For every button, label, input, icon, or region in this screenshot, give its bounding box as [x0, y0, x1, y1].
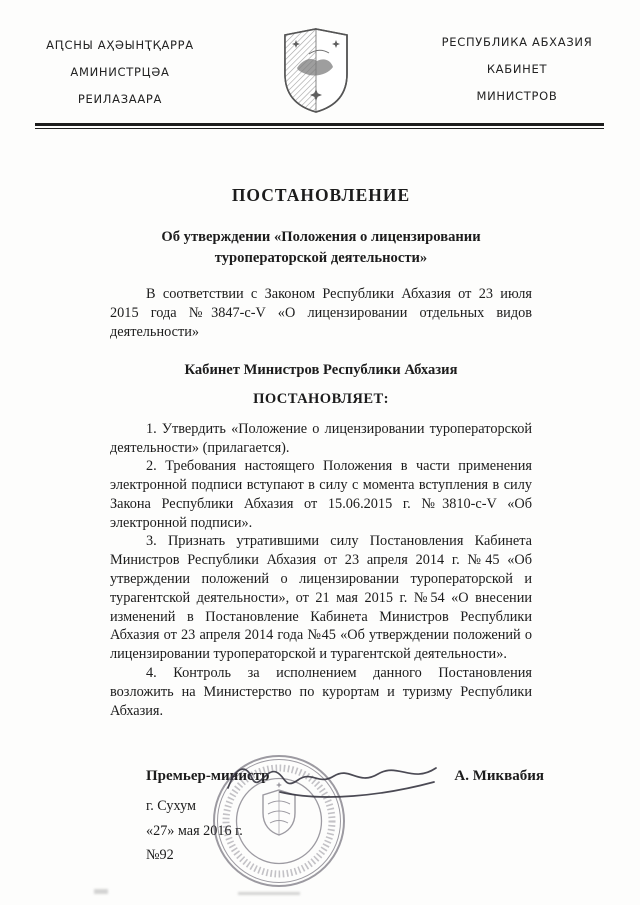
- letterhead-line: МИНИСТРОВ: [476, 89, 558, 103]
- date-line: «27» мая 2016 г.: [146, 822, 243, 839]
- letterhead-line: РЕСПУБЛИКА АБХАЗИЯ: [441, 35, 593, 49]
- decree-items: [110, 420, 532, 721]
- letterhead-line: АМИНИСТРЦӘА: [70, 65, 170, 79]
- letterhead: [0, 0, 640, 114]
- signature-block: [110, 768, 544, 868]
- document-title: ПОСТАНОВЛЕНИЕ: [231, 185, 411, 205]
- coat-of-arms-icon: [279, 26, 353, 114]
- divider-rule: [35, 123, 604, 129]
- scan-artifact: [238, 892, 300, 895]
- letterhead-abkhaz: [40, 32, 200, 113]
- signature-row: [110, 768, 544, 785]
- decree-item-4: 4. Контроль за исполнением данного Постановления возложить на Министерство по курортам и туризму Республики Абхазия.: [110, 665, 532, 719]
- scan-artifact: [94, 889, 108, 894]
- document-body: [110, 185, 544, 868]
- letterhead-line: АԤСНЫ АҲӘЫНҬҚАРРА: [46, 38, 194, 52]
- place-line: г. Сухум: [146, 798, 196, 815]
- letterhead-line: КАБИНЕТ: [486, 62, 548, 76]
- signature-name: А. Миквабия: [454, 768, 544, 785]
- intro-paragraph: В соответствии с Законом Республики Абхазия от 23 июля 2015 года №3847-с-V «О лицензировании отдельных видов деятельности»: [110, 286, 532, 340]
- decree-item-1: 1. Утвердить «Положение о лицензировании туроператорской деятельности» (прилагается).: [110, 420, 532, 456]
- signature-meta: [110, 794, 532, 868]
- letterhead-line: РЕИЛАЗААРА: [77, 92, 163, 106]
- decree-item-3: 3. Признать утратившими силу Постановления Кабинета Министров Республики Абхазия от 23 апреля 2014 г. №45 «Об утверждении положений о лицензировании туроператорской и турагентской деятельности», от 21 мая 2015 г. №54 «О внесении изменений в Постановление Кабинета Министров Республики Абхазия от 23 апреля 2014 года №45 «Об утверждении положений о лицензировании туроператорской и турагентской деятельности».: [110, 533, 532, 663]
- authority-line: Кабинет Министров Республики Абхазия: [184, 361, 458, 378]
- document-subject: Об утверждении «Положения о лицензировании туроператорской деятельности»: [161, 229, 481, 267]
- letterhead-russian: [432, 29, 602, 110]
- decree-item-2: 2. Требования настоящего Положения в части применения электронной подписи вступают в силу с момента вступления в силу Закона Республики Абхазия от 15.06.2015 г. №3810-с-V «Об электронной подписи».: [110, 458, 532, 531]
- signature-role: Премьер-министр: [146, 768, 270, 785]
- resolves-line: ПОСТАНОВЛЯЕТ:: [253, 390, 389, 407]
- number-line: №92: [146, 847, 174, 864]
